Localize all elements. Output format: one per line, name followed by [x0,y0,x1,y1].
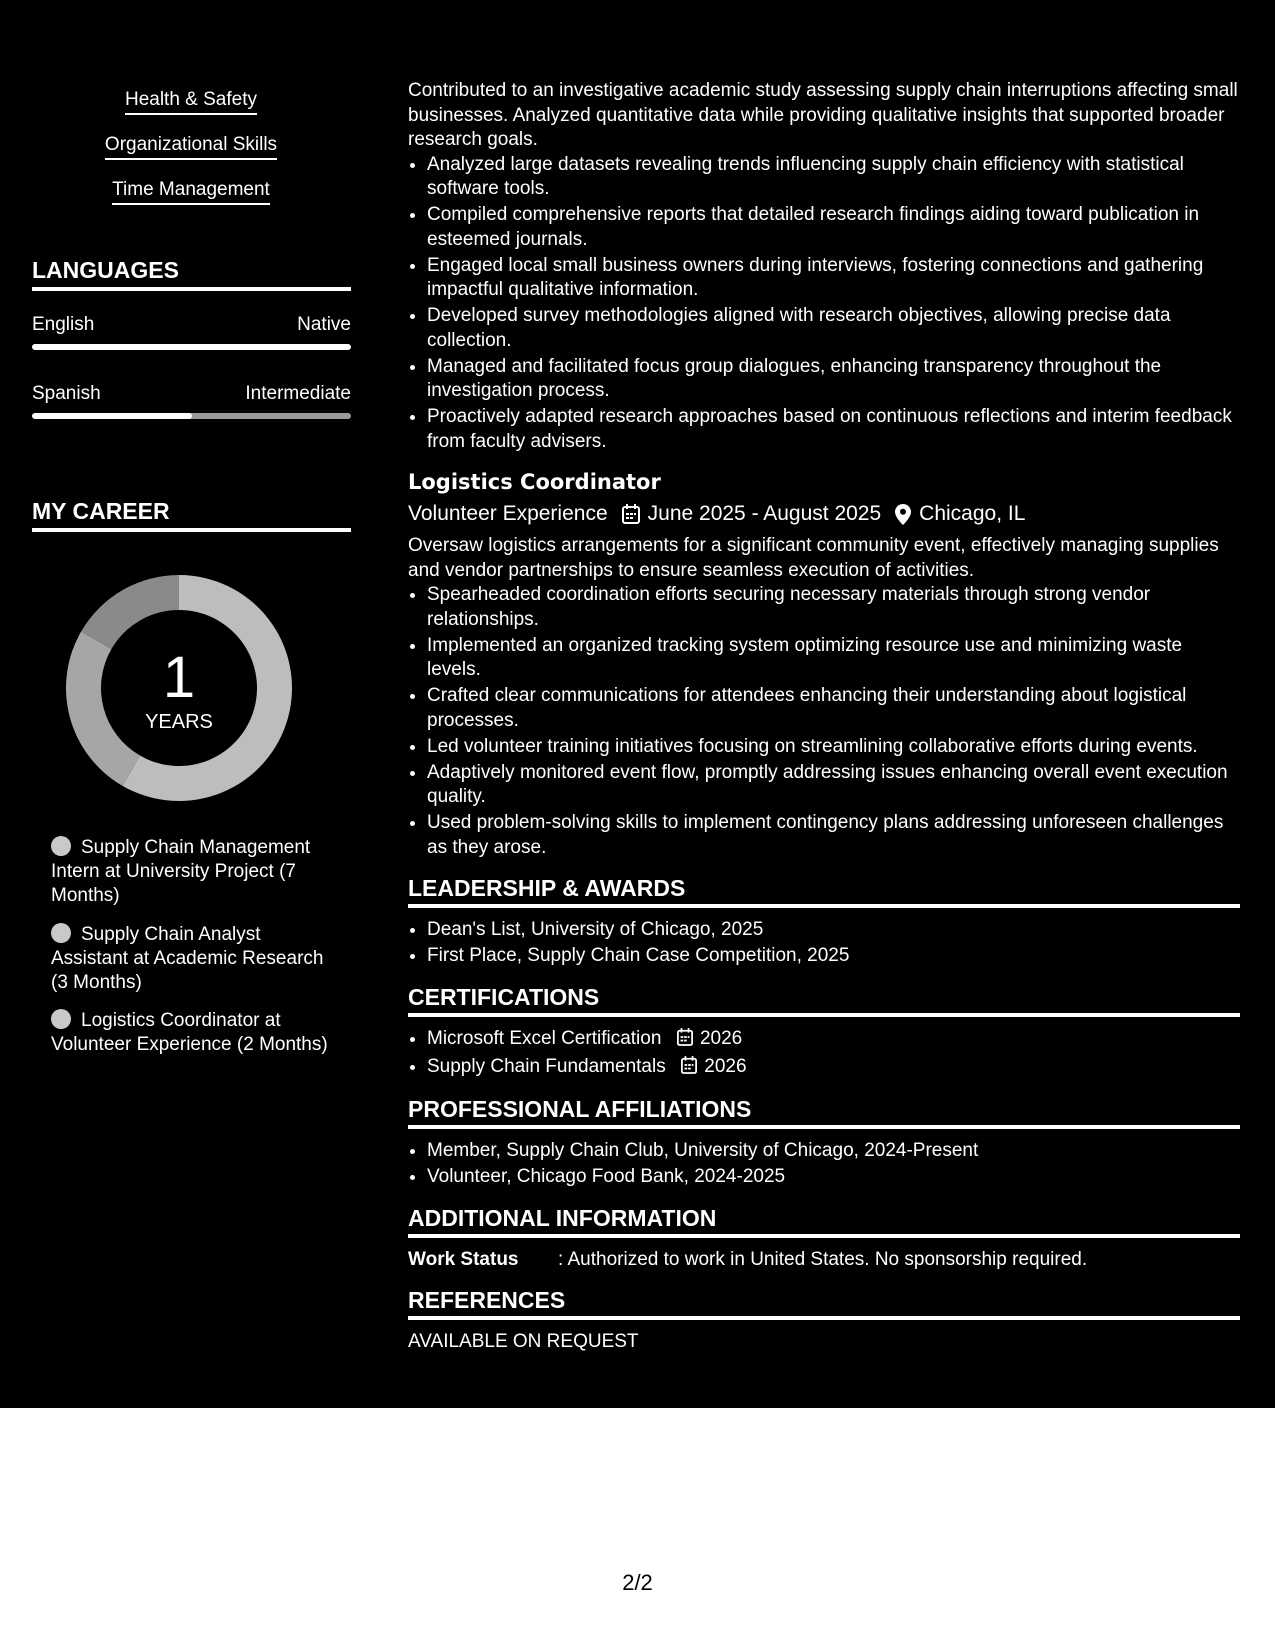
skill-label: Health & Safety [125,88,257,115]
job-title: Logistics Coordinator [408,470,661,494]
additional-heading: ADDITIONAL INFORMATION [408,1204,717,1231]
cert-year: 2026 [704,1055,747,1077]
list-item [427,1027,1240,1054]
research-bullets [408,153,1240,455]
legend-dot [51,1009,71,1029]
career-legend-item [51,836,341,908]
skill-item [0,133,382,160]
language-level: Intermediate [245,383,351,404]
job-bullets [408,583,1240,860]
certifications-list [408,1027,1240,1082]
career-total-unit: YEARS [145,711,213,733]
cert-name: Supply Chain Fundamentals [427,1055,666,1077]
list-item: • First Place, Supply Chain Case Competition, 2025 [427,944,1240,969]
job-location: Chicago, IL [919,502,1026,525]
list-item: • Managed and facilitated focus group dialogues, enhancing transparency throughout the investigation process. [427,355,1240,404]
language-level: Native [297,314,351,335]
list-item: • Proactively adapted research approaches based on continuous reflections and interim feedback from faculty advisers. [427,405,1240,454]
calendar-icon [622,504,640,524]
list-item: • Dean's List, University of Chicago, 2025 [427,918,1240,943]
work-status-row [408,1248,1240,1273]
cert-name: Microsoft Excel Certification [427,1027,662,1049]
sidebar [0,0,380,1408]
section-rule [408,904,1240,908]
career-total-number: 1 [162,645,196,710]
language-name: Spanish [32,383,101,404]
list-item: • Developed survey methodologies aligned with research objectives, allowing precise data collection. [427,304,1240,353]
list-item: • Crafted clear communications for attendees enhancing their understanding about logistical processes. [427,684,1240,733]
affiliations-heading: PROFESSIONAL AFFILIATIONS [408,1096,752,1122]
list-item [427,1055,1240,1082]
main-content [408,79,1240,1355]
list-item: • Led volunteer training initiatives focusing on streamlining collaborative efforts during events. [427,735,1240,760]
work-status-label: Work Status [408,1248,519,1270]
job-company: Volunteer Experience [408,502,608,525]
career-donut-segment [66,632,140,786]
cert-year: 2026 [699,1027,743,1049]
career-legend-text: Supply Chain Management Intern at University Project (7 Months) [51,837,311,906]
language-proficiency-bar [32,344,351,350]
language-proficiency-fill [32,413,192,419]
leadership-heading: LEADERSHIP & AWARDS [408,875,686,901]
career-heading: MY CAREER [32,498,170,524]
list-item: • Member, Supply Chain Club, University of Chicago, 2024-Present [427,1139,1240,1164]
list-item: • Engaged local small business owners during interviews, fostering connections and gathering impactful qualitative information. [427,254,1240,303]
legend-dot [51,923,71,943]
section-rule [408,1316,1240,1320]
language-proficiency-fill [32,344,351,350]
references-text: AVAILABLE ON REQUEST [408,1331,639,1352]
language-name: English [32,314,95,335]
map-pin-icon [895,504,911,525]
calendar-icon [677,1028,693,1054]
skill-label: Organizational Skills [105,133,277,160]
list-item: • Volunteer, Chicago Food Bank, 2024-2025 [427,1165,1240,1190]
list-item: • Used problem-solving skills to implement contingency plans addressing unforeseen challenges as they arose. [427,811,1240,860]
job-summary: Oversaw logistics arrangements for a significant community event, effectively managing supplies and vendor partnerships to ensure seamless execution of activities. [408,535,1219,581]
legend-dot [51,836,71,856]
job-meta [408,500,1240,528]
section-rule [408,1234,1240,1238]
list-item: • Compiled comprehensive reports that detailed research findings aiding toward publication in esteemed journals. [427,203,1240,252]
career-legend-item [51,1009,341,1057]
career-legend-item [51,923,341,995]
work-status-value: : Authorized to work in United States. No sponsorship required. [558,1248,1088,1270]
list-item: • Implemented an organized tracking system optimizing resource use and minimizing waste levels. [427,634,1240,683]
research-summary: Contributed to an investigative academic study assessing supply chain interruptions affecting small businesses. Analyzed quantitative data while providing qualitative insights that supported broader research goals. [408,80,1238,150]
career-donut-chart [66,575,292,801]
certifications-heading: CERTIFICATIONS [408,983,600,1010]
career-legend-text: Logistics Coordinator at Volunteer Experience (2 Months) [51,1010,328,1055]
section-rule [408,1125,1240,1129]
affiliations-list [408,1139,1240,1190]
skill-item [0,88,382,115]
skill-label: Time Management [112,178,270,205]
language-row [32,313,351,337]
calendar-icon [681,1056,697,1082]
language-row [32,382,351,406]
languages-heading: LANGUAGES [32,257,179,283]
job-dates: June 2025 - August 2025 [647,502,882,525]
language-proficiency-bar [32,413,351,419]
career-rule [32,528,351,532]
section-rule [408,1013,1240,1017]
career-donut-segment [81,575,179,649]
page-number: 2/2 [622,1570,653,1595]
skill-item [0,178,382,205]
career-legend-text: Supply Chain Analyst Assistant at Academic Research (3 Months) [51,924,324,993]
list-item: • Spearheaded coordination efforts securing necessary materials through strong vendor relationships. [427,583,1240,632]
references-heading: REFERENCES [408,1287,566,1313]
languages-rule [32,287,351,291]
leadership-list [408,918,1240,969]
list-item: • Analyzed large datasets revealing trends influencing supply chain efficiency with statistical software tools. [427,153,1240,202]
list-item: • Adaptively monitored event flow, promptly addressing issues enhancing overall event execution quality. [427,761,1240,810]
